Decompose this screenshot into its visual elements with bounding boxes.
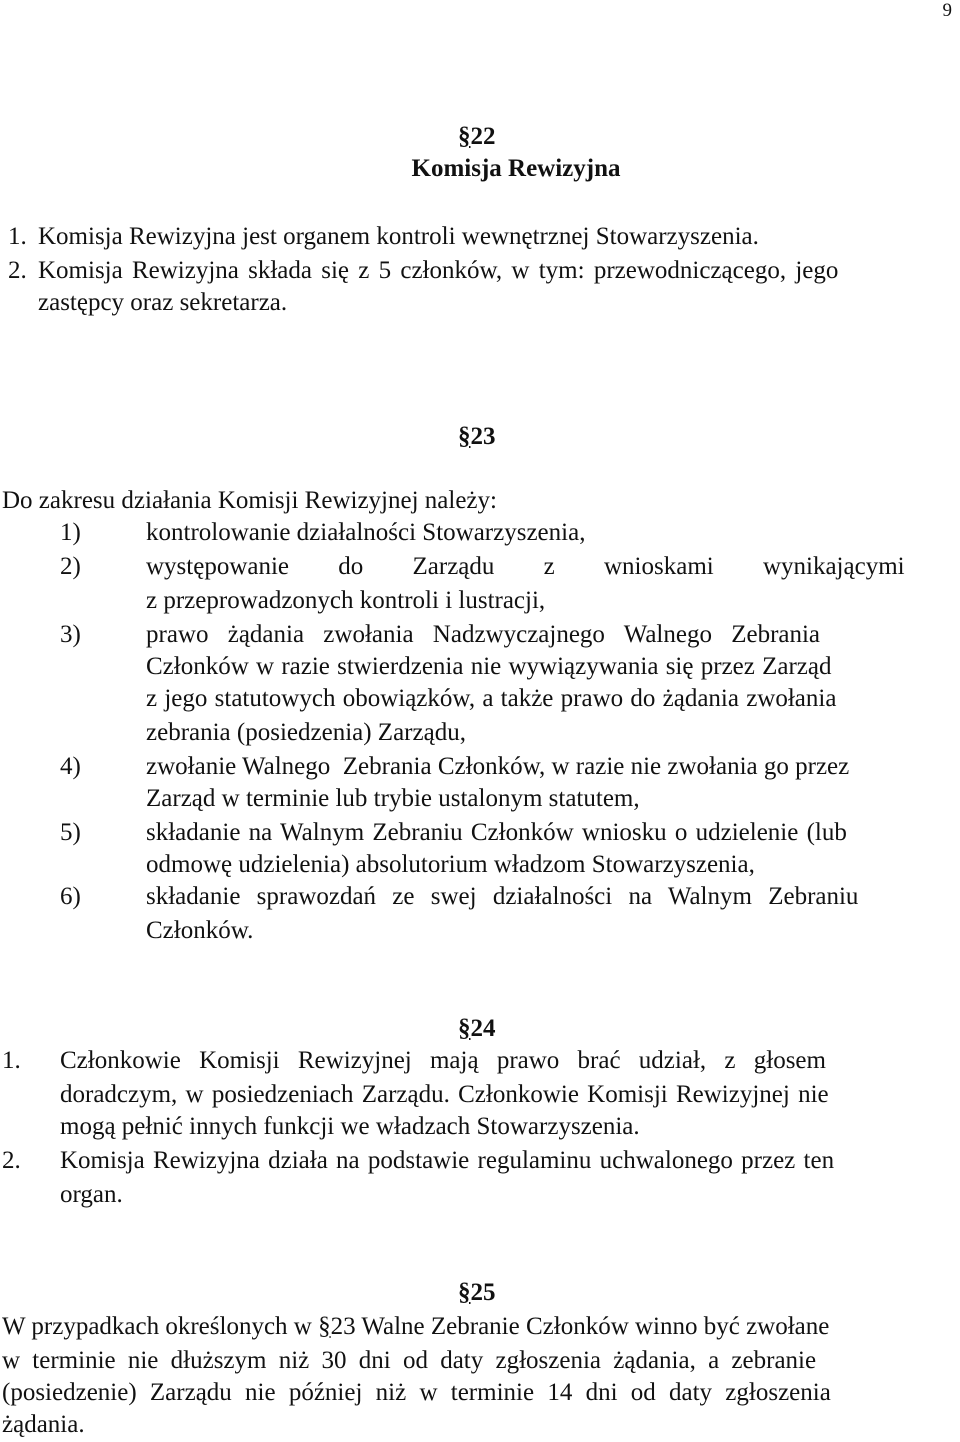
s23-item-1-num: 1) bbox=[60, 519, 81, 546]
s23-item-4-line-2: Zarząd w terminie lub trybie ustalonym statutem, bbox=[146, 785, 640, 812]
s24-item-1-line-1: Członkowie Komisji Rewizyjnej mają prawo brać udział, z głosem bbox=[60, 1047, 826, 1074]
section-symbol: § bbox=[458, 423, 471, 450]
section-number: 25 bbox=[470, 1279, 496, 1306]
s24-item-2-num: 2. bbox=[2, 1147, 21, 1174]
section-number: 23 bbox=[470, 423, 496, 450]
s24-item-2-line-1: Komisja Rewizyjna działa na podstawie regulaminu uchwalonego przez ten bbox=[60, 1147, 835, 1174]
s23-intro: Do zakresu działania Komisji Rewizyjnej należy: bbox=[2, 487, 497, 514]
s22-item-1-num: 1. bbox=[8, 223, 27, 250]
section-number: 24 bbox=[470, 1015, 496, 1042]
s24-item-2-line-2: organ. bbox=[60, 1181, 123, 1208]
s23-item-5-line-2: odmowę udzielenia) absolutorium władzom Stowarzyszenia, bbox=[146, 851, 755, 878]
s25-line-1 bbox=[2, 1310, 829, 1344]
s23-item-3-line-4: zebrania (posiedzenia) Zarządu, bbox=[146, 719, 466, 746]
s23-item-3-line-2: Członków w razie stwierdzenia nie wywiązywania się przez Zarząd bbox=[146, 653, 832, 680]
s23-item-5-line-1: składanie na Walnym Zebraniu Członków wniosku o udzielenie (lub bbox=[146, 819, 847, 846]
s25-line-4: żądania. bbox=[2, 1411, 85, 1438]
s23-item-2-line-1: występowanie do Zarządu z wnioskami wynikającymi bbox=[146, 553, 905, 580]
s22-item-2-num: 2. bbox=[8, 257, 27, 284]
section-24-heading bbox=[458, 1012, 496, 1046]
section-23-heading bbox=[458, 420, 496, 454]
s23-item-3-line-3: z jego statutowych obowiązków, a także prawo do żądania zwołania bbox=[146, 685, 837, 712]
section-symbol: § bbox=[458, 1279, 471, 1306]
s23-item-2-line-2: z przeprowadzonych kontroli i lustracji, bbox=[146, 587, 546, 614]
s24-item-1-line-2: doradczym, w posiedzeniach Zarządu. Członkowie Komisji Rewizyjnej nie bbox=[60, 1081, 829, 1108]
s23-item-4-line-1: zwołanie Walnego Zebrania Członków, w razie nie zwołania go przez bbox=[146, 753, 850, 780]
s24-item-1-line-3: mogą pełnić innych funkcji we władzach Stowarzyszenia. bbox=[60, 1113, 640, 1140]
s25-line-2: w terminie nie dłuższym niż 30 dni od daty zgłoszenia żądania, a zebranie bbox=[2, 1347, 817, 1374]
section-symbol: § bbox=[318, 1313, 331, 1340]
s23-item-2-num: 2) bbox=[60, 553, 81, 580]
s23-item-4-num: 4) bbox=[60, 753, 81, 780]
section-22-heading bbox=[458, 120, 496, 154]
section-symbol: § bbox=[458, 1015, 471, 1042]
s25-line-1-b: 23 Walne Zebranie Członków winno być zwołane bbox=[330, 1313, 830, 1340]
s23-item-6-line-2: Członków. bbox=[146, 917, 254, 944]
s23-item-3-num: 3) bbox=[60, 621, 81, 648]
section-number: 22 bbox=[470, 123, 496, 150]
section-symbol: § bbox=[458, 123, 471, 150]
s23-item-1-line-1: kontrolowanie działalności Stowarzyszenia, bbox=[146, 519, 586, 546]
section-22-title: Komisja Rewizyjna bbox=[411, 155, 621, 182]
s22-item-2-line-2: zastępcy oraz sekretarza. bbox=[38, 289, 288, 316]
s23-item-3-line-1: prawo żądania zwołania Nadzwyczajnego Walnego Zebrania bbox=[146, 621, 821, 648]
s22-item-2-line-1: Komisja Rewizyjna składa się z 5 członków, w tym: przewodniczącego, jego bbox=[38, 257, 839, 284]
section-25-heading bbox=[458, 1276, 496, 1310]
s24-item-1-num: 1. bbox=[2, 1047, 21, 1074]
page-number: 9 bbox=[942, 0, 952, 21]
s23-item-6-num: 6) bbox=[60, 883, 81, 910]
s23-item-5-num: 5) bbox=[60, 819, 81, 846]
s23-item-6-line-1: składanie sprawozdań ze swej działalności na Walnym Zebraniu bbox=[146, 883, 859, 910]
s25-line-3: (posiedzenie) Zarządu nie później niż w terminie 14 dni od daty zgłoszenia bbox=[2, 1379, 831, 1406]
s22-item-1-line-1: Komisja Rewizyjna jest organem kontroli wewnętrznej Stowarzyszenia. bbox=[38, 223, 759, 250]
s25-line-1-a: W przypadkach określonych w bbox=[2, 1313, 319, 1340]
